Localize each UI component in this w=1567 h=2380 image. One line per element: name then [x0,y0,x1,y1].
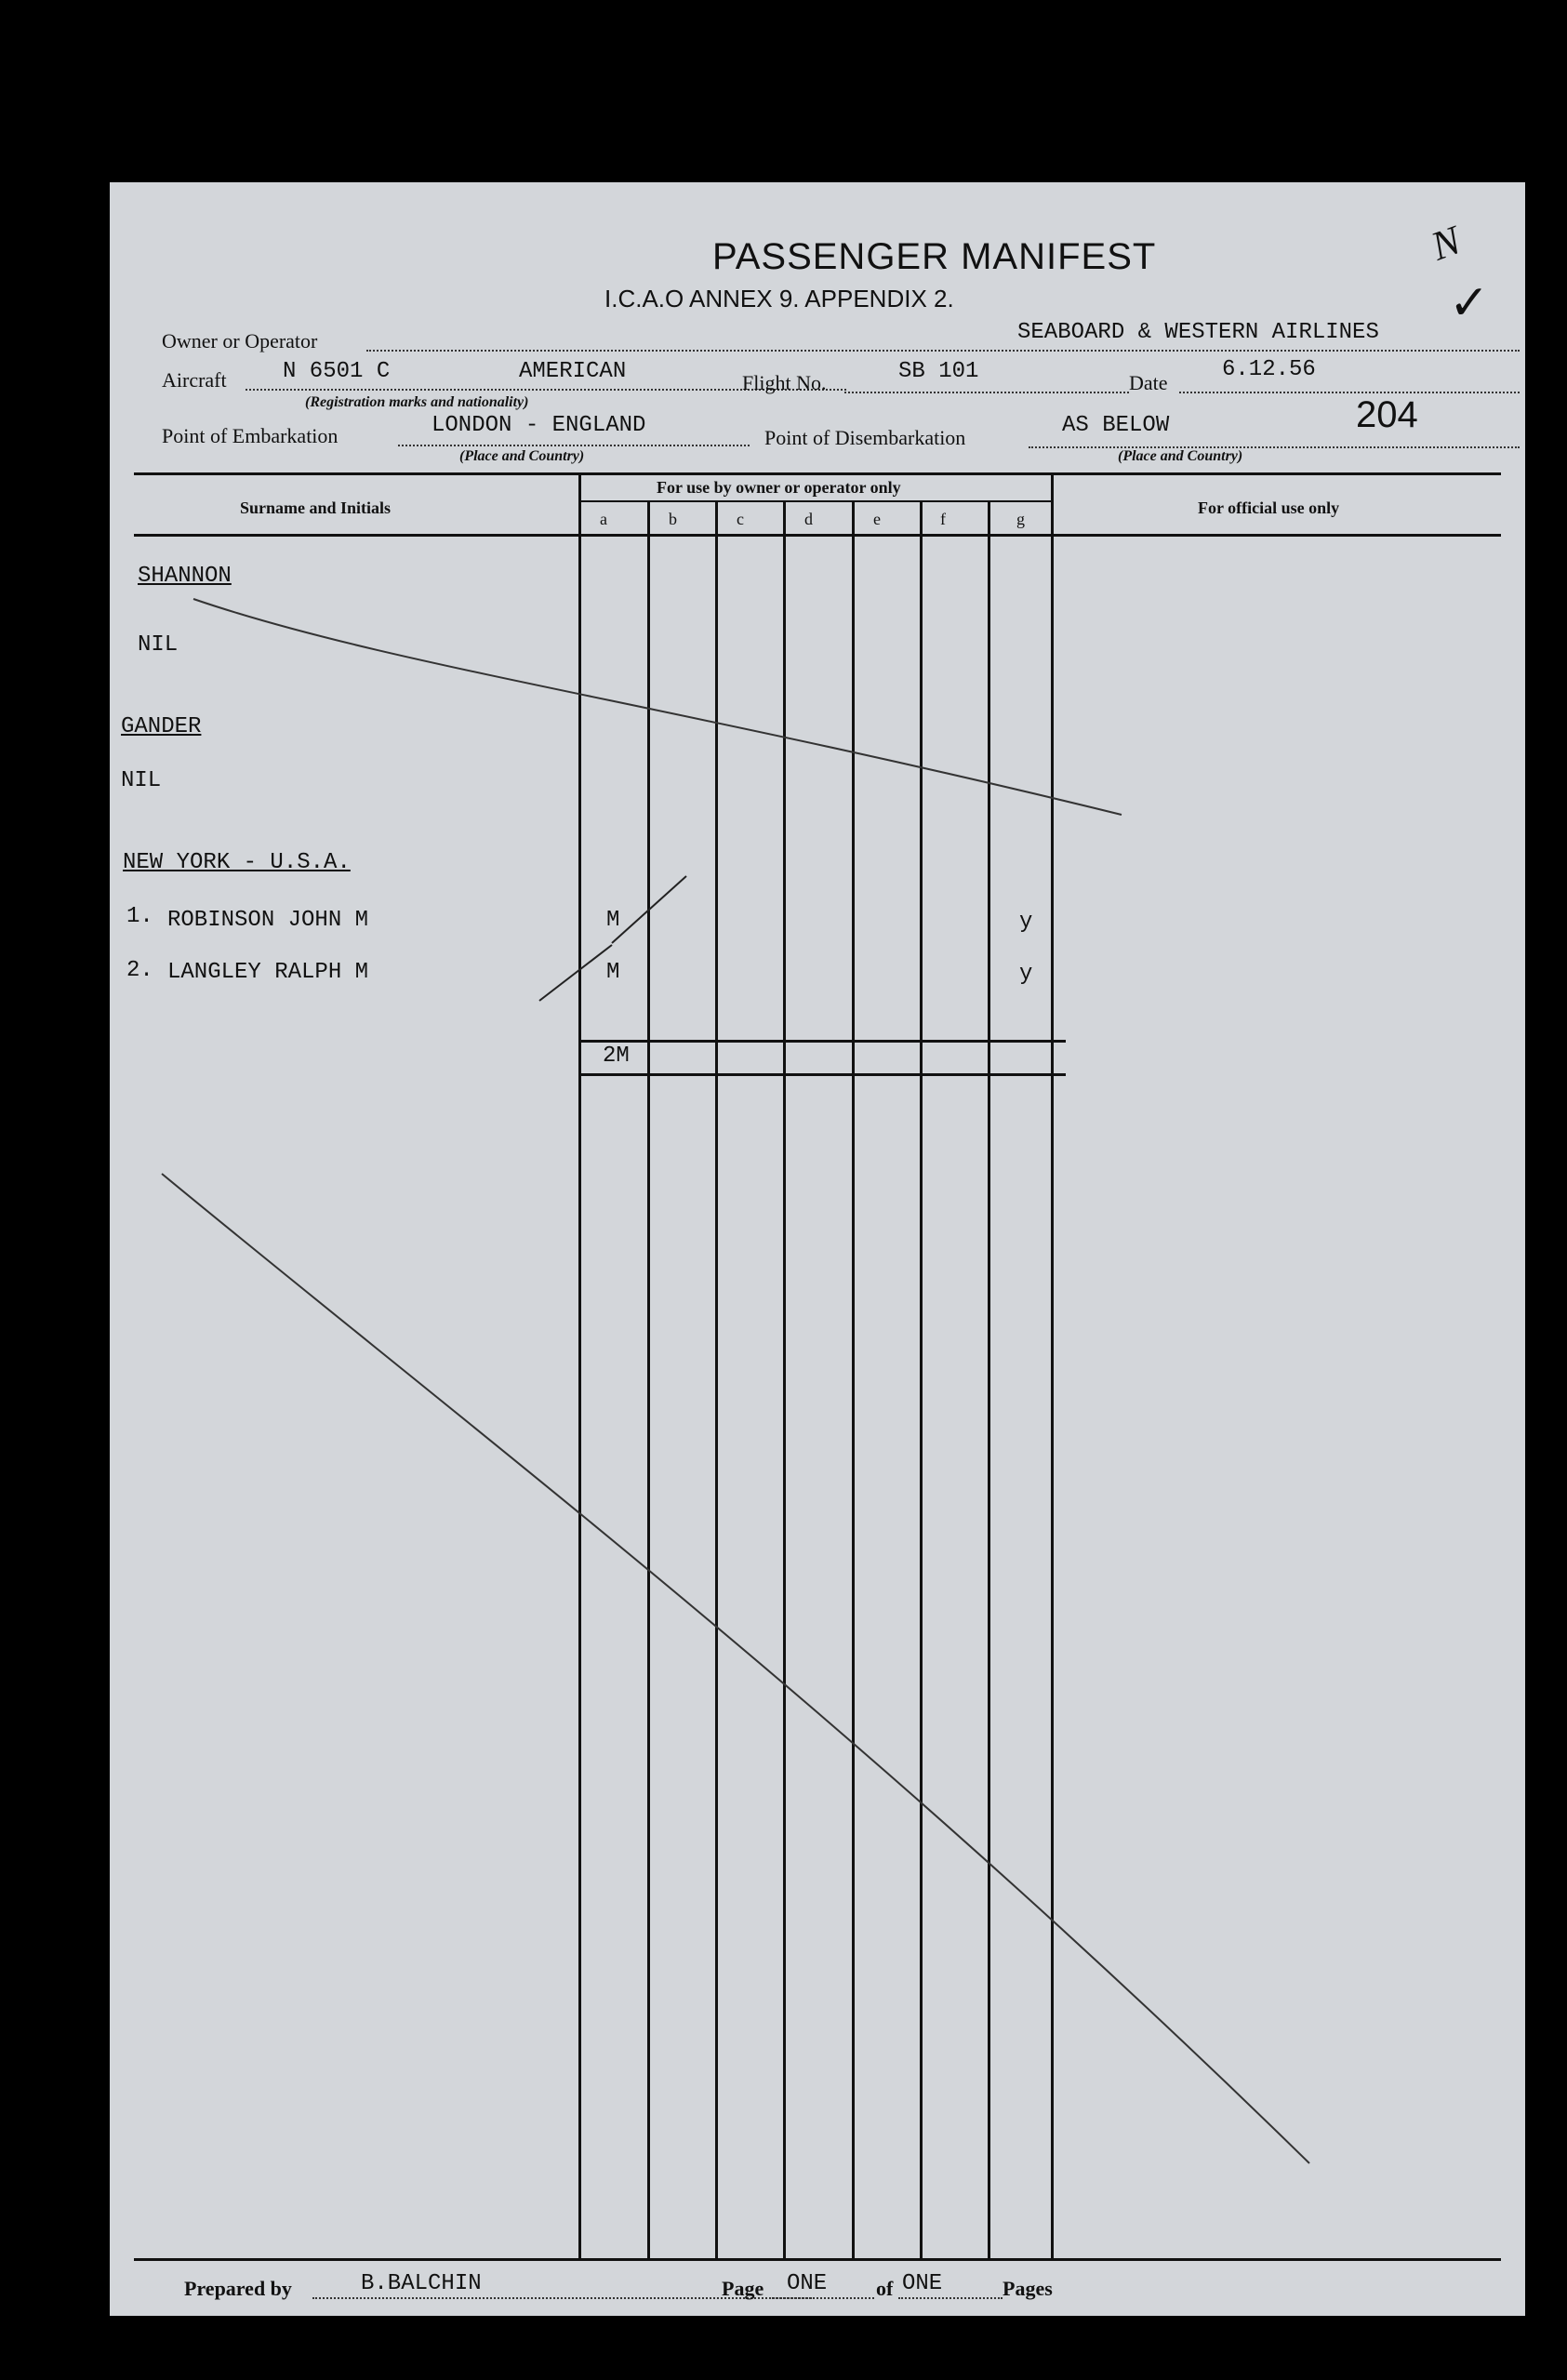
form-subtitle: I.C.A.O ANNEX 9. APPENDIX 2. [604,285,954,312]
column-header-g: g [1016,510,1025,528]
handwritten-mark: N [1425,217,1467,270]
flight-value: SB 101 [898,359,979,384]
embarkation-label: Point of Embarkation [162,424,339,447]
flight-label: Flight No. [742,371,827,394]
aircraft-registration: N 6501 C [283,359,391,384]
of-value: ONE [902,2271,943,2296]
check-mark-icon: ✓ [1449,277,1490,330]
date-label: Date [1129,371,1168,394]
disembarkation-value: AS BELOW [1062,413,1170,438]
passenger-number: 2. [126,958,153,983]
pen-strokes [110,182,1525,2316]
of-label: of [876,2277,894,2300]
embarkation-note: (Place and Country) [459,448,585,464]
aircraft-label: Aircraft [162,368,227,392]
disembarkation-label: Point of Disembarkation [764,426,966,449]
total-col-a: 2M [603,1044,630,1069]
aircraft-nationality: AMERICAN [519,359,627,384]
form-title: PASSENGER MANIFEST [712,236,1157,277]
tick-stroke [612,876,686,943]
surname-header: Surname and Initials [240,499,392,517]
manifest-sheet [110,182,1525,2316]
pages-label: Pages [1003,2277,1053,2300]
column-header-f: f [940,510,946,528]
prepared-by-label: Prepared by [184,2277,292,2300]
owner-value: SEABOARD & WESTERN AIRLINES [1017,320,1379,345]
official-use-header: For official use only [1198,499,1340,517]
passenger-name: ROBINSON JOHN M [167,908,369,933]
page-label: Page [722,2277,764,2300]
gander-nil: NIL [121,768,162,793]
cancel-stroke [162,1174,1309,2163]
stamp-number: 204 [1356,394,1418,435]
registration-note: (Registration marks and nationality) [305,394,529,410]
date-value: 6.12.56 [1222,357,1316,382]
page-value: ONE [787,2271,828,2296]
stop-gander: GANDER [121,714,202,739]
passenger-col-a: M [606,908,620,933]
passenger-col-a: M [606,960,620,985]
cancel-stroke [193,599,1122,815]
passenger-name: LANGLEY RALPH M [167,960,369,985]
column-header-c: c [737,510,744,528]
passenger-col-g: y [1019,910,1033,935]
owner-label: Owner or Operator [162,329,318,352]
shannon-nil: NIL [138,632,179,658]
prepared-by-value: B.BALCHIN [361,2271,482,2296]
stop-new-york: NEW YORK - U.S.A. [123,850,351,875]
passenger-number: 1. [126,904,153,929]
column-header-e: e [873,510,881,528]
passenger-col-g: y [1019,962,1033,987]
tick-stroke [539,945,612,1001]
column-header-d: d [804,510,813,528]
disembarkation-note: (Place and Country) [1118,448,1243,464]
column-header-a: a [600,510,607,528]
stop-shannon: SHANNON [138,564,232,589]
embarkation-value: LONDON - ENGLAND [432,413,646,438]
column-header-b: b [669,510,677,528]
owner-use-header: For use by owner or operator only [657,478,901,497]
